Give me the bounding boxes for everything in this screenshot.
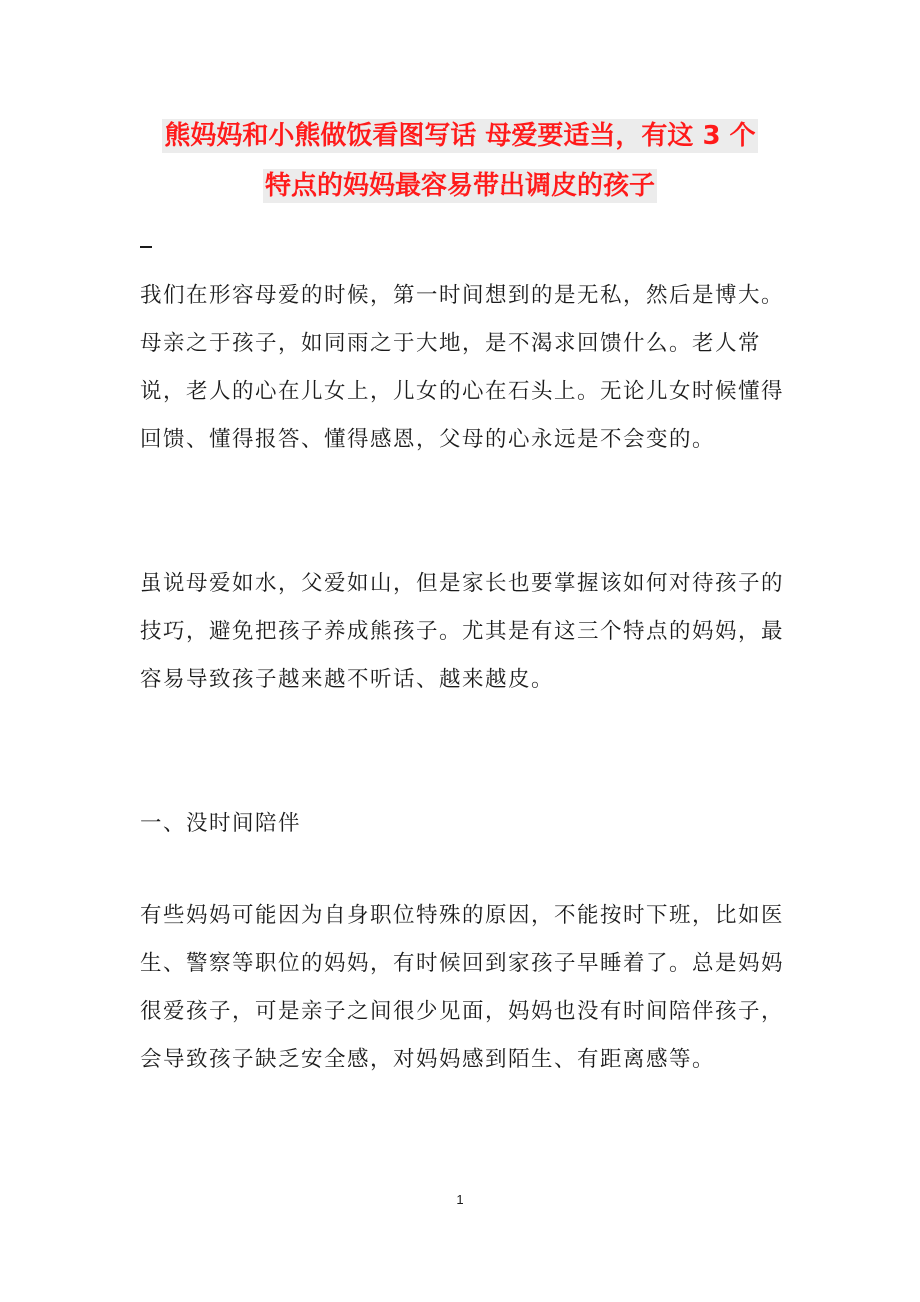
paragraph-second: 虽说母爱如水，父爱如山，但是家长也要掌握该如何对待孩子的技巧，避免把孩子养成熊孩子。尤其是有这三个特点的妈妈，最容易导致孩子越来越不听话、越来越皮。 — [140, 571, 785, 692]
paragraph-intro: 我们在形容母爱的时候，第一时间想到的是无私，然后是博大。母亲之于孩子，如同雨之于大地，是不渴求回馈什么。老人常说，老人的心在儿女上，儿女的心在石头上。无论儿女时候懂得回馈、懂得报答、懂得感恩，父母的心永远是不会变的。 — [140, 283, 785, 452]
document-title-line-2: 特点的妈妈最容易带出调皮的孩子 — [264, 171, 655, 201]
paragraph-section-one: 有些妈妈可能因为自身职位特殊的原因，不能按时下班，比如医生、警察等职位的妈妈，有时候回到家孩子早睡着了。总是妈妈很爱孩子，可是亲子之间很少见面，妈妈也没有时间陪伴孩子，会导致孩子缺乏安全感，对妈妈感到陌生、有距离感等。 — [140, 903, 785, 1072]
document-title-line-1: 熊妈妈和小熊做饭看图写话 母爱要适当，有这 3 个 — [164, 121, 756, 151]
section-heading-one: 一、没时间陪伴 — [140, 811, 302, 836]
text-cursor-mark — [140, 246, 152, 248]
page-number: 1 — [456, 1192, 464, 1207]
